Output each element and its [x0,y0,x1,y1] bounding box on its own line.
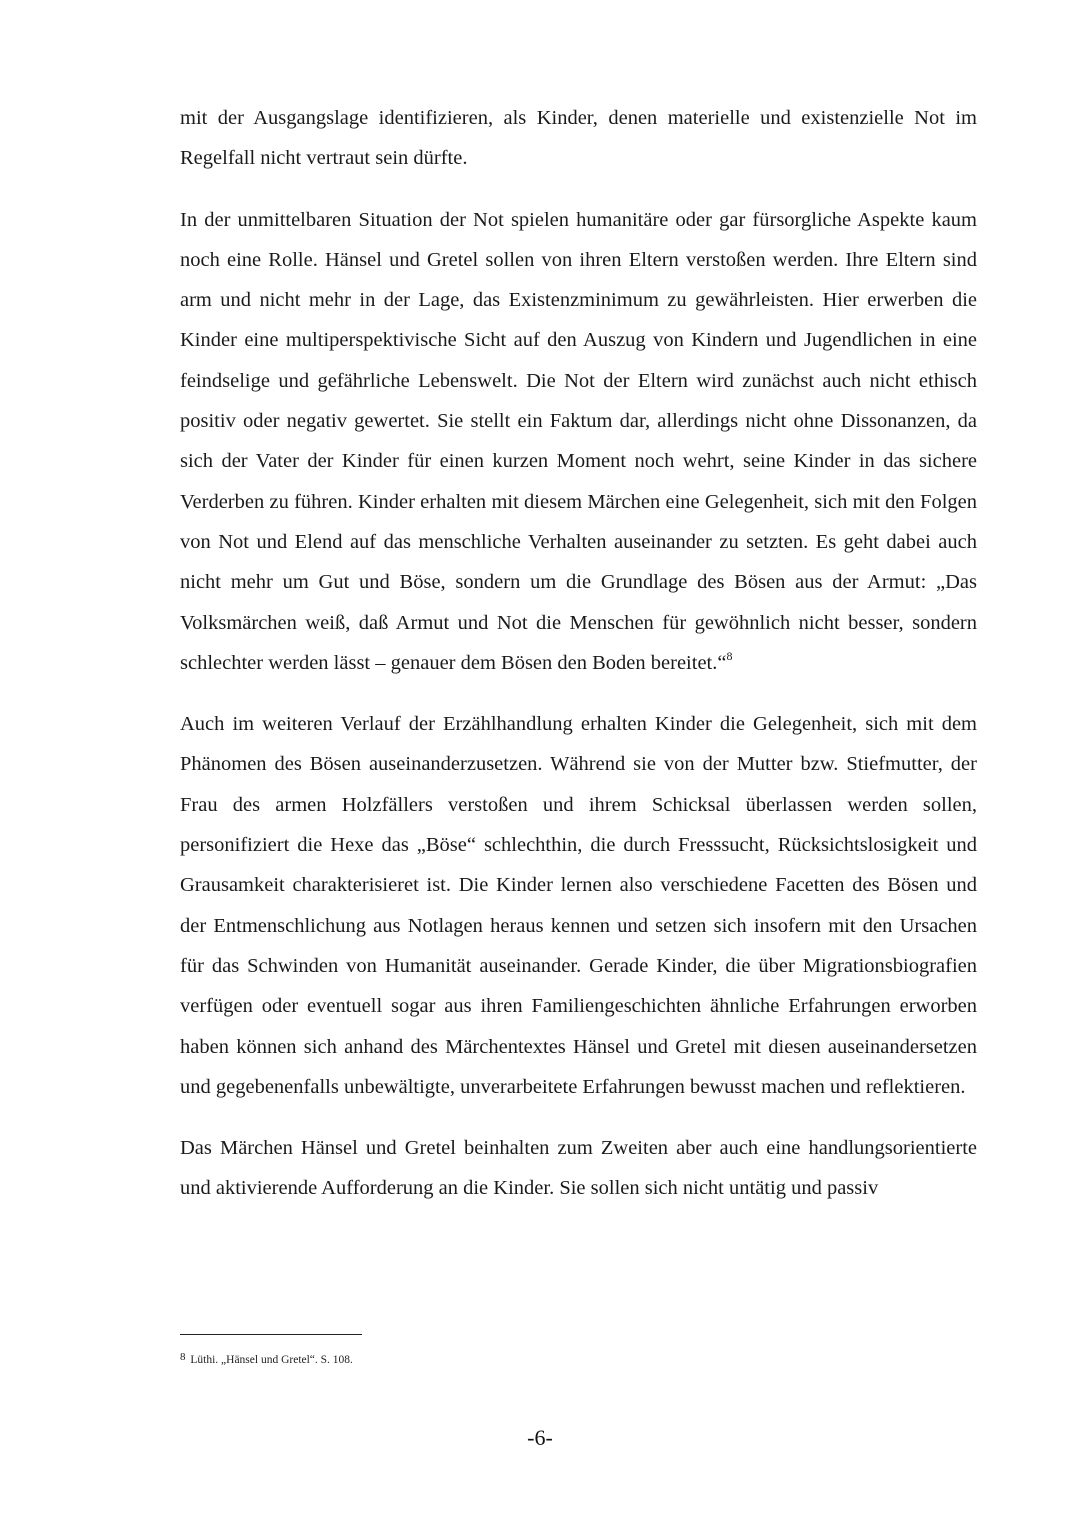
paragraph-text: mit der Ausgangslage identifizieren, als Kinder, denen materielle und existenzielle Not im Regelfall nicht vertraut sein dürfte. [180,107,977,170]
footnote-text: Lüthi. „Hänsel und Gretel“. S. 108. [190,1354,353,1366]
paragraph [180,98,977,179]
footnote [180,1348,353,1369]
paragraph [180,200,977,684]
footnote-reference[interactable]: 8 [726,648,733,663]
footnote-separator [180,1334,362,1335]
page-number: -6- [527,1425,553,1450]
paragraph-text: In der unmittelbaren Situation der Not spielen humanitäre oder gar fürsorgliche Aspekte kaum noch eine Rolle. Hänsel und Gretel sollen von ihren Eltern verstoßen werden. Ihre Eltern sind arm und nicht mehr in der Lage, das Existenzminimum zu gewährleisten. Hier erwerben die Kinder eine multiperspektivische Sicht auf den Auszug von Kindern und Jugendlichen in eine feindselige und gefährliche Lebenswelt. Die Not der Eltern wird zunächst auch nicht ethisch positiv oder negativ gewertet. Sie stellt ein Faktum dar, allerdings nicht ohne Dissonanzen, da sich der Vater der Kinder für einen kurzen Moment noch wehrt, seine Kinder in das sichere Verderben zu führen. Kinder erhalten mit diesem Märchen eine Gelegenheit, sich mit den Folgen von Not und Elend auf das menschliche Verhalten auseinander zu setzten. Es geht dabei auch nicht mehr um Gut und Böse, sondern um die Grundlage des Bösen aus der Armut: „Das Volksmärchen weiß, daß Armut und Not die Menschen für gewöhnlich nicht besser, sondern schlechter werden lässt – genauer dem Bösen den Boden bereitet.“ [180,208,977,674]
paragraph [180,1128,977,1209]
paragraph-text: Das Märchen Hänsel und Gretel beinhalten zum Zweiten aber auch eine handlungsorientierte und aktivierende Aufforderung an die Kinder. Sie sollen sich nicht untätig und passiv [180,1137,977,1200]
paragraph-text: Auch im weiteren Verlauf der Erzählhandlung erhalten Kinder die Gelegenheit, sich mit dem Phänomen des Bösen auseinanderzusetzen. Während sie von der Mutter bzw. Stiefmutter, der Frau des armen Holzfällers verstoßen und ihrem Schicksal überlassen werden sollen, personifiziert die Hexe das „Böse“ schlechthin, die durch Fresssucht, Rücksichtslosigkeit und Grausamkeit charakterisieret ist. Die Kinder lernen also verschiedene Facetten des Bösen und der Entmenschlichung aus Notlagen heraus kennen und setzen sich insofern mit den Ursachen für das Schwinden von Humanität auseinander. Gerade Kinder, die über Migrationsbiografien verfügen oder eventuell sogar aus ihren Familiengeschichten ähnliche Erfahrungen erworben haben können sich anhand des Märchentextes Hänsel und Gretel mit diesen auseinandersetzen und gegebenenfalls unbewältigte, unverarbeitete Erfahrungen bewusst machen und reflektieren. [180,713,977,1098]
footnote-number: 8 [180,1351,186,1363]
paragraph [180,704,977,1107]
body-text [180,98,977,1230]
